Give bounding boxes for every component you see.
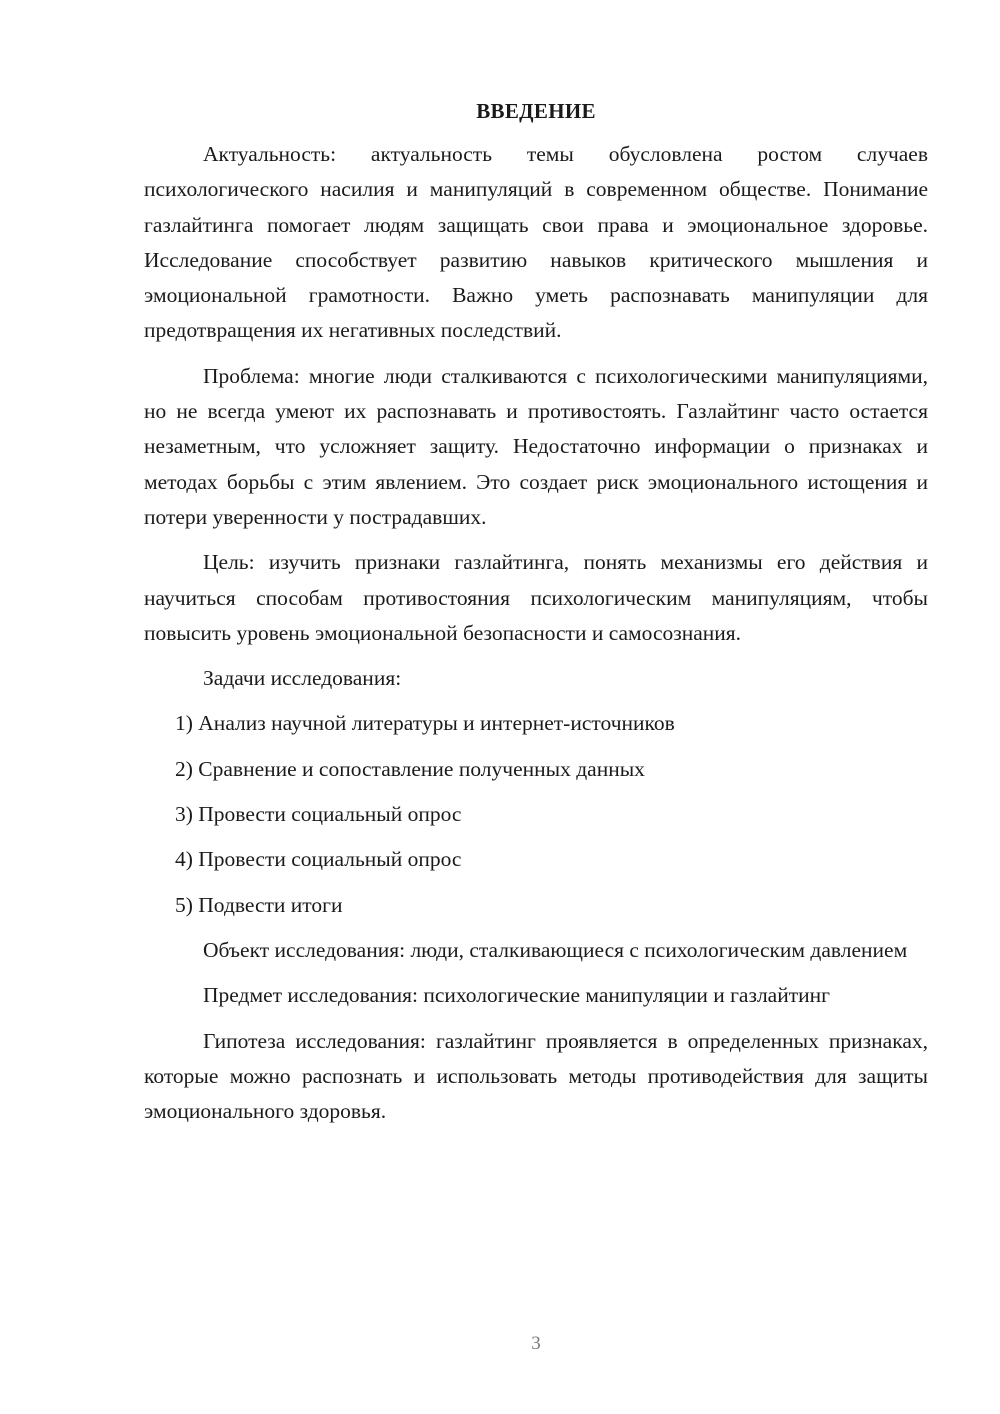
tasks-heading: Задачи исследования: xyxy=(203,666,402,691)
list-item: 2) Сравнение и сопоставление полученных данных xyxy=(175,756,645,781)
section-title: ВВЕДЕНИЕ xyxy=(476,99,596,123)
list-item: 4) Провести социальный опрос xyxy=(175,847,462,872)
page-number: 3 xyxy=(531,1333,541,1354)
paragraph-object: Объект исследования: люди, сталкивающиеся с психологическим давлением xyxy=(203,937,908,962)
paragraph-goal: Цель: изучить признаки газлайтинга, понять механизмы его действия и научиться способам противостояния психологическим манипуляциям, чтобы повысить уровень эмоциональной безопасности и самосознания. xyxy=(144,550,928,645)
list-item: 1) Анализ научной литературы и интернет-источников xyxy=(175,711,675,736)
paragraph-relevance: Актуальность: актуальность темы обусловлена ростом случаев психологического насилия и манипуляций в современном обществе. Понимание газлайтинга помогает людям защищать свои права и эмоциональное здоровье. Исследование способствует развитию навыков критического мышления и эмоциональной грамотности. Важно уметь распознавать манипуляции для предотвращения их негативных последствий. xyxy=(144,142,928,343)
paragraph-subject: Предмет исследования: психологические манипуляции и газлайтинг xyxy=(203,983,830,1008)
document-page xyxy=(144,95,928,1139)
list-item: 3) Провести социальный опрос xyxy=(175,802,462,827)
paragraph-problem: Проблема: многие люди сталкиваются с психологическими манипуляциями, но не всегда умеют их распознавать и противостоять. Газлайтинг часто остается незаметным, что усложняет защиту. Недостаточно информации о признаках и методах борьбы с этим явлением. Это создает риск эмоционального истощения и потери уверенности у пострадавших. xyxy=(144,363,928,529)
list-item: 5) Подвести итоги xyxy=(175,892,343,917)
tasks-list xyxy=(144,706,928,922)
paragraph-hypothesis: Гипотеза исследования: газлайтинг проявляется в определенных признаках, которые можно распознать и использовать методы противодействия для защиты эмоционального здоровья. xyxy=(144,1028,928,1124)
